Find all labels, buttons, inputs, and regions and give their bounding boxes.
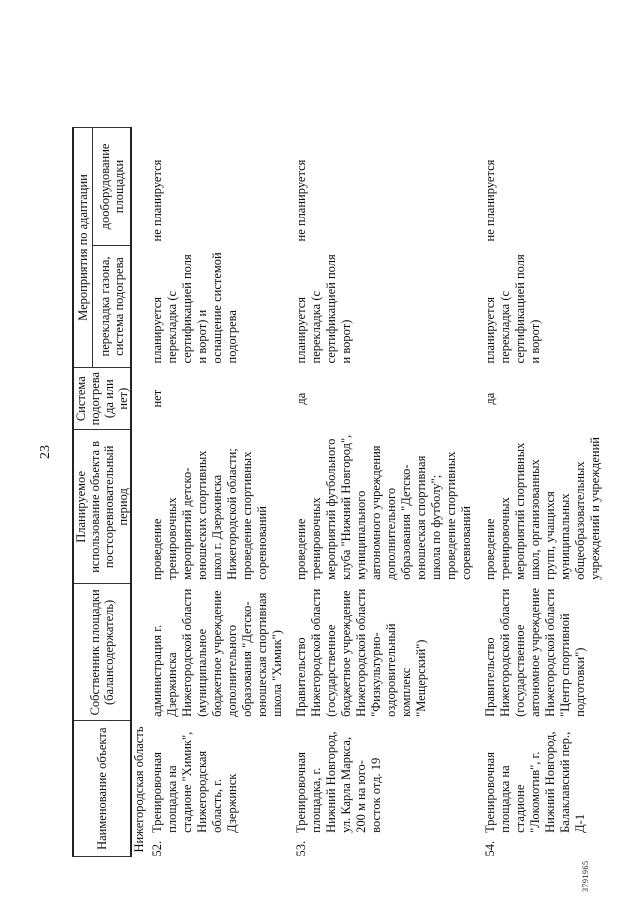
header-name: Наименование объекта [73, 721, 131, 857]
object-use: проведение тренировочных мероприятий спортивных школ, организованных групп, учащихся муниципальных общеобразовательных учреждений и учреждений [483, 437, 602, 580]
header-heating: Система подогрева (да или нет) [73, 367, 131, 429]
header-grass: перекладка газона, система подогрева [93, 245, 131, 367]
region-heading: Нижегородская область [132, 726, 146, 853]
grass-measure: планируется перекладка (с сертификацией поля и ворот) и оснащение системой подогрева [150, 252, 239, 364]
header-use: Планируемое использование объекта в постсоревновательный период [73, 430, 131, 584]
heating-value: нет [150, 389, 164, 408]
page-number: 23 [38, 445, 53, 459]
equipment-measure: не планируется [483, 159, 497, 242]
equipment-measure: не планируется [294, 159, 308, 242]
object-owner: администрация г. Дзержинска Нижегородской области (муниципальное бюджетное учреждение дополнительного образования "Детско-юношеская спортивная школа "Химик") [150, 588, 284, 717]
header-adaptation: Мероприятия по адаптации [73, 127, 93, 367]
object-name: Тренировочная площадка, г. Нижний Новгород, ул. Карла Маркса, 200 м на юго-восток отд. 19 [294, 731, 383, 833]
row-number: 52. [150, 840, 164, 857]
heating-value: да [294, 392, 308, 405]
row-number: 53. [294, 840, 308, 857]
rotated-page-content [30, 12, 610, 892]
object-owner: Правительство Нижегородской области (государственное автономное учреждение Нижегородской области "Центр спортивной подготовки") [483, 588, 587, 717]
objects-table [72, 127, 609, 857]
table-row [291, 127, 480, 856]
grass-measure: планируется перекладка (с сертификацией поля и ворот) [483, 254, 542, 364]
object-name: Тренировочная площадка на стадионе "Химик", Нижегородская область, г. Дзержинск [150, 731, 239, 833]
object-use: проведение тренировочных мероприятий детско-юношеских спортивных школ г. Дзержинска Нижегородской области; проведение спортивных соревнований [150, 448, 269, 580]
grass-measure: планируется перекладка (с сертификацией поля и ворот) [294, 254, 353, 364]
object-owner: Правительство Нижегородской области (государственное бюджетное учреждение Нижегородской области "Физкультурно-оздоровительный комплекс "Мещерский") [294, 588, 428, 717]
header-owner: Собственник площадки (балансодержатель) [73, 584, 131, 721]
heating-value: да [483, 392, 497, 405]
table-row [147, 127, 291, 856]
object-name: Тренировочная площадка на стадионе "Локомотив", г. Нижний Новгород, Балаклавский пер., Д-1 [483, 731, 587, 833]
table-row [480, 127, 609, 856]
row-number: 54. [483, 840, 497, 857]
document-code: 3791965 [581, 860, 590, 892]
header-equipment: дооборудование площадки [93, 127, 131, 245]
equipment-measure: не планируется [150, 159, 164, 242]
object-use: проведение тренировочных мероприятий футбольного клуба "Нижний Новгород", муниципального автономного учреждения дополнительного образования "Детско-юношеская спортивная школа по футболу"; проведение спортивных соревнований [294, 434, 473, 580]
